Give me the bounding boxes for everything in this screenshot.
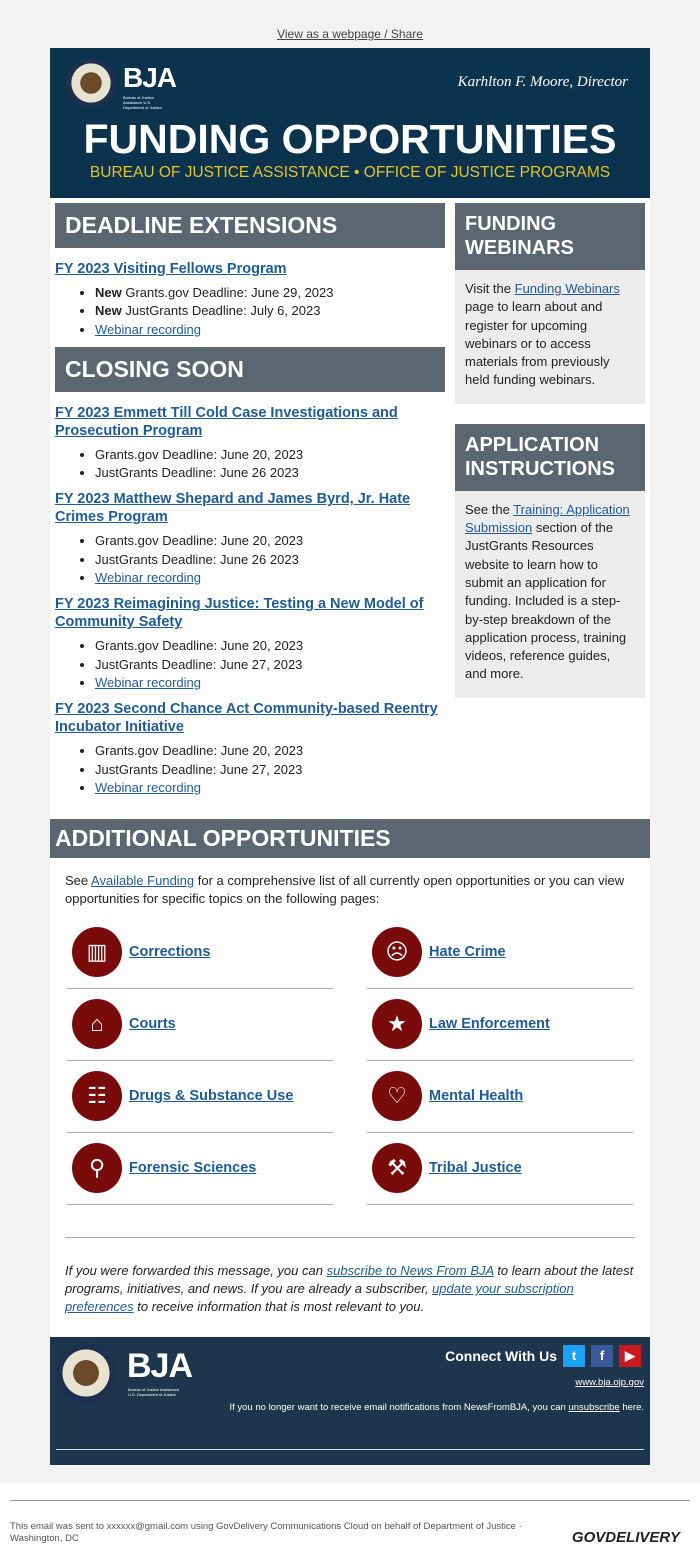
topic-link[interactable]: Courts bbox=[129, 1016, 176, 1033]
youtube-icon[interactable]: ▶ bbox=[619, 1345, 641, 1367]
webinar-recording-link[interactable]: Webinar recording bbox=[95, 321, 201, 337]
list-item: • New Grants.gov Deadline: June 29, 2023 bbox=[95, 284, 445, 302]
topic-item bbox=[367, 989, 633, 1061]
list-item: • Grants.gov Deadline: June 20, 2023 bbox=[95, 532, 445, 550]
forward-notice: If you were forwarded this message, you can subscribe to News From BJA to learn about the latest programs, initiatives, and news. If you are already a subscriber, update your subscription preferences to receive information that is most relevant to you. bbox=[65, 1237, 635, 1317]
head-heart-icon: ♡ bbox=[372, 1071, 422, 1121]
email-container bbox=[50, 48, 650, 1465]
director-name: Karhlton F. Moore, Director bbox=[457, 74, 628, 90]
bja-logo: BJA bbox=[127, 1346, 193, 1385]
sidebar bbox=[455, 203, 645, 805]
topic-item bbox=[67, 1061, 333, 1133]
courthouse-icon: ⌂ bbox=[72, 999, 122, 1049]
topic-link[interactable]: Hate Crime bbox=[429, 944, 506, 961]
topic-link[interactable]: Law Enforcement bbox=[429, 1016, 550, 1033]
funding-webinars-heading: FUNDING WEBINARS bbox=[455, 203, 645, 270]
topic-link[interactable]: Forensic Sciences bbox=[129, 1160, 257, 1177]
footer bbox=[50, 1337, 650, 1465]
connect-label: Connect With Us bbox=[445, 1347, 557, 1364]
webinar-recording-link[interactable]: Webinar recording bbox=[95, 570, 201, 586]
program-link[interactable]: FY 2023 Second Chance Act Community-based Reentry Incubator Initiative bbox=[55, 701, 438, 736]
clipboard-pills-icon: ☷ bbox=[72, 1071, 122, 1121]
facebook-icon[interactable]: f bbox=[591, 1345, 613, 1367]
view-as-webpage bbox=[0, 27, 700, 41]
program-link[interactable]: FY 2023 Emmett Till Cold Case Investigations and Prosecution Program bbox=[55, 404, 398, 439]
delivery-footer bbox=[0, 1483, 700, 1553]
funding-webinars-link[interactable]: Funding Webinars bbox=[514, 281, 620, 296]
sent-notice: This email was sent to xxxxxx@gmail.com using GovDelivery Communications Cloud on behalf of Department of Justice · Washington, DC bbox=[10, 1521, 522, 1544]
page-subtitle: BUREAU OF JUSTICE ASSISTANCE • OFFICE OF JUSTICE PROGRAMS bbox=[89, 164, 611, 181]
header-banner bbox=[50, 48, 650, 198]
deadline-list bbox=[55, 284, 445, 339]
webinar-recording-link[interactable]: Webinar recording bbox=[95, 674, 201, 690]
page-title: FUNDING OPPORTUNITIES bbox=[83, 116, 617, 162]
application-instructions-box bbox=[455, 424, 645, 698]
deadline-extensions-heading: DEADLINE EXTENSIONS bbox=[55, 203, 445, 248]
funding-webinars-text: Visit the Funding Webinars page to learn about and register for upcoming webinars or to access materials from previously held funding webinars. bbox=[465, 281, 620, 388]
list-item: • JustGrants Deadline: June 26 2023 bbox=[95, 464, 445, 482]
website-link[interactable]: www.bja.ojp.gov bbox=[575, 1376, 644, 1388]
topic-link[interactable]: Tribal Justice bbox=[429, 1160, 522, 1177]
deadline-list bbox=[55, 742, 445, 797]
subscribe-link[interactable]: subscribe to News From BJA bbox=[326, 1262, 494, 1278]
building-icon: ▥ bbox=[72, 927, 122, 977]
govdelivery-logo: GOVDELIVERY bbox=[571, 1529, 680, 1546]
update-preferences-link[interactable]: update your subscription preferences bbox=[65, 1281, 574, 1315]
list-item: • Grants.gov Deadline: June 20, 2023 bbox=[95, 742, 445, 760]
unsubscribe-link[interactable]: unsubscribe bbox=[568, 1401, 620, 1413]
deadline-list bbox=[55, 446, 445, 483]
bja-logo-subtitle: Bureau of Justice Assistance U.S. Department of Justice bbox=[128, 1386, 180, 1397]
list-item: • JustGrants Deadline: June 27, 2023 bbox=[95, 761, 445, 779]
magnifier-clipboard-icon: ⚲ bbox=[72, 1143, 122, 1193]
list-item bbox=[95, 674, 445, 692]
list-item: • Grants.gov Deadline: June 20, 2023 bbox=[95, 446, 445, 464]
topic-item bbox=[367, 1061, 633, 1133]
training-application-link[interactable]: Training: Application Submission bbox=[465, 501, 630, 536]
doj-seal-logo bbox=[56, 1343, 116, 1403]
program-link[interactable]: FY 2023 Matthew Shepard and James Byrd, Jr. Hate Crimes Program bbox=[55, 491, 411, 526]
connect-with-us bbox=[445, 1345, 641, 1367]
topic-grid bbox=[50, 909, 650, 1205]
list-item: • JustGrants Deadline: June 27, 2023 bbox=[95, 656, 445, 674]
list-item bbox=[95, 569, 445, 587]
topic-item bbox=[367, 917, 633, 989]
bja-logo: BJA bbox=[123, 62, 177, 93]
topic-link[interactable]: Corrections bbox=[129, 944, 211, 961]
gavel-icon: ⚒ bbox=[372, 1143, 422, 1193]
additional-opportunities-heading: ADDITIONAL OPPORTUNITIES bbox=[50, 819, 650, 858]
badge-icon: ★ bbox=[372, 999, 422, 1049]
topic-link[interactable]: Drugs & Substance Use bbox=[129, 1088, 294, 1105]
twitter-icon[interactable]: t bbox=[563, 1345, 585, 1367]
topic-item bbox=[367, 1133, 633, 1205]
list-item bbox=[95, 779, 445, 797]
deadline-list bbox=[55, 532, 445, 587]
application-instructions-text: See the Training: Application Submission section of the JustGrants Resources website to learn how to submit an application for funding. Included is a step-by-step breakdown of the application process, training videos, reference guides, and more. bbox=[465, 501, 630, 682]
closing-soon-heading: CLOSING SOON bbox=[55, 347, 445, 392]
funding-webinars-box bbox=[455, 203, 645, 404]
topic-item bbox=[67, 1133, 333, 1205]
head-gears-icon: ☹ bbox=[372, 927, 422, 977]
bja-logo-subtitle: Bureau of Justice Assistance U.S. Department of Justice bbox=[123, 95, 162, 110]
doj-seal-logo bbox=[66, 58, 116, 108]
webinar-recording-link[interactable]: Webinar recording bbox=[95, 779, 201, 795]
unsubscribe-text: If you no longer want to receive email notifications from NewsFromBJA, you can unsubscribe here. bbox=[229, 1401, 644, 1413]
topic-item bbox=[67, 917, 333, 989]
program-link[interactable]: FY 2023 Reimagining Justice: Testing a New Model of Community Safety bbox=[55, 596, 424, 631]
topic-link[interactable]: Mental Health bbox=[429, 1088, 524, 1105]
list-item bbox=[95, 321, 445, 339]
application-instructions-heading: APPLICATION INSTRUCTIONS bbox=[455, 424, 645, 491]
available-funding-link[interactable]: Available Funding bbox=[91, 873, 195, 889]
topic-item bbox=[67, 989, 333, 1061]
divider bbox=[10, 1500, 690, 1501]
list-item: • New JustGrants Deadline: July 6, 2023 bbox=[95, 302, 445, 320]
list-item: • JustGrants Deadline: June 26 2023 bbox=[95, 551, 445, 569]
program-link[interactable]: FY 2023 Visiting Fellows Program bbox=[55, 261, 287, 277]
additional-intro: See Available Funding for a comprehensive list of all currently open opportunities or you can view opportunities for specific topics on the following pages: bbox=[65, 873, 625, 907]
footer-divider bbox=[56, 1449, 644, 1450]
main-column bbox=[55, 203, 445, 805]
list-item: • Grants.gov Deadline: June 20, 2023 bbox=[95, 637, 445, 655]
deadline-list bbox=[55, 637, 445, 692]
view-as-webpage-link[interactable]: View as a webpage / Share bbox=[277, 27, 423, 41]
